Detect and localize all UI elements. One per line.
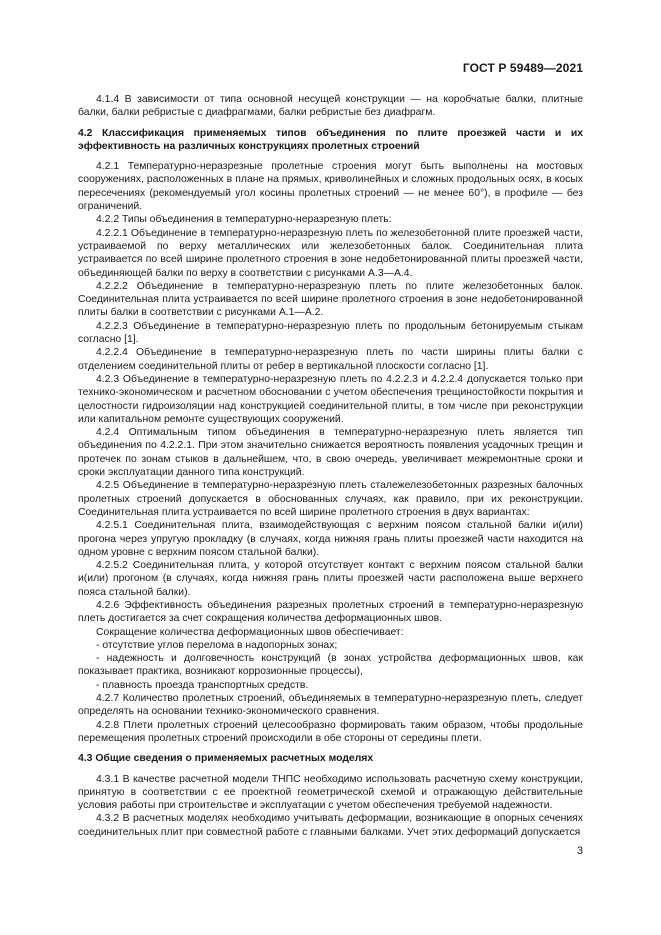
paragraph: 4.2.2.2 Объединение в температурно-неразрезную плеть по плите железобетонных балок. Соединительная плита устраивается по всей ширине пролетного строения в зоне недобетонированной плиты балки в соответствии с рисунками А.1—А.2. [78, 280, 583, 319]
paragraph: 4.2.7 Количество пролетных строений, объединяемых в температурно-неразрезную плеть, следует определять на основании технико-экономического сравнения. [78, 693, 583, 718]
paragraph: 4.2.2.1 Объединение в температурно-неразрезную плеть по железобетонной плите проезжей части, устраиваемой по верху металлических или железобетонных балок. Соединительная плита устраивается по всей ширине пролетного строения в зоне недобетонированной плиты проезжей части, объединяющей балки по верху в соответствии с рисунками А.3—А.4. [78, 227, 583, 279]
paragraph: 4.2.4 Оптимальным типом объединения в температурно-неразрезную плеть является тип объединения по 4.2.2.1. При этом значительно снижается вероятность появления усадочных трещин и протечек по зонам стыков в дальнейшем, что, в свою очередь, увеличивает межремонтные сроки и сроки эксплуатации данного типа конструкций. [78, 427, 583, 479]
paragraph: 4.2.1 Температурно-неразрезные пролетные строения могут быть выполнены на мостовых сооружениях, расположенных в плане на прямых, криволинейных и сложных продольных осях, в косых пересечениях (рекомендуемый угол косины пролетных строений — не менее 60°), в профиле — без ограничений. [78, 161, 583, 213]
paragraph: 4.2.5.2 Соединительная плита, у которой отсутствует контакт с верхним поясом стальной балки и(или) прогоном (в случаях, когда нижняя грань плиты проезжей части расположена выше верхнего пояса стальной балки). [78, 560, 583, 598]
paragraph: 4.2.2 Типы объединения в температурно-неразрезную плеть: [96, 214, 392, 226]
paragraph: 4.2.6 Эффективность объединения разрезных пролетных строений в температурно-неразрезную плеть достигается за счет сокращения количества деформационных швов. [78, 599, 583, 625]
paragraph: Сокращение количества деформационных швов обеспечивает: [96, 626, 404, 638]
paragraph: 4.2.3 Объединение в температурно-неразрезную плеть по 4.2.2.3 и 4.2.2.4 допускается только при технико-экономическом и расчетном обосновании с учетом обеспечения трещиностойкости покрытия и целостности гидроизоляции над конструкцией соединительной плиты, в том числе при реконструкции или капитальном ремонте существующих сооружений. [78, 373, 583, 425]
paragraph: 4.3.1 В качестве расчетной модели ТНПС необходимо использовать расчетную схему конструкции, принятую в соответствии с ее проектной геометрической схемой и отражающую действительные условия работы при строительстве и эксплуатации с учетом обеспечения требуемой надежности. [78, 773, 583, 812]
paragraph: 4.2.8 Плети пролетных строений целесообразно формировать таким образом, чтобы продольные перемещения пролетных строений происходили в обе стороны от середины плети. [78, 719, 583, 744]
page-number: 3 [576, 845, 583, 857]
paragraph: 4.2.5.1 Соединительная плита, взаимодействующая с верхним поясом стальной балки и(или) прогона через упругую прокладку (в случаях, когда нижняя грань плиты проезжей части находится на одном уровне с верхним поясом стальной балки). [78, 520, 583, 558]
paragraph: 4.3.2 В расчетных моделях необходимо учитывать деформации, возникающие в опорных сечениях соединительных плит при совместной работе с главными балками. Учет этих деформаций допускается [78, 813, 583, 838]
section-gap [78, 120, 583, 127]
paragraph: 4.1.4 В зависимости от типа основной несущей конструкции — на коробчатые балки, плитные балки, балки ребристые с диафрагмами, балки ребристые без диафрагм. [78, 94, 583, 119]
section-gap [78, 745, 583, 752]
section-gap [78, 153, 583, 160]
paragraph: 4.2.5 Объединение в температурно-неразрезную плеть сталежелезобетонных разрезных балочных пролетных строений допускается в обоснованных случаях, как правило, при их реконструкции. Соединительная плита устраивается по всей ширине пролетного строения в двух вариантах: [78, 480, 583, 518]
paragraph: 4.2.2.4 Объединение в температурно-неразрезную плеть по части ширины плиты балки с отделением соединительной плиты от ребер в вертикальной плоскости согласно [1]. [78, 347, 583, 372]
section-heading: 4.2 Классификация применяемых типов объединения по плите проезжей части и их эффективность на различных конструкциях пролетных строений [78, 127, 583, 152]
section-gap [78, 766, 583, 773]
paragraph: - плавность проезда транспортных средств. [96, 679, 309, 691]
document-header: ГОСТ Р 59489—2021 [462, 61, 583, 75]
section-heading: 4.3 Общие сведения о применяемых расчетных моделях [78, 753, 374, 765]
document-body [78, 93, 583, 839]
paragraph: - отсутствие углов перелома в надопорных зонах; [96, 639, 338, 651]
paragraph: 4.2.2.3 Объединение в температурно-неразрезную плеть по продольным бетонируемым стыкам согласно [1]. [78, 320, 583, 346]
paragraph: - надежность и долговечность конструкций (в зонах устройства деформационных швов, как показывает практика, возникают коррозионные процессы), [78, 653, 583, 678]
